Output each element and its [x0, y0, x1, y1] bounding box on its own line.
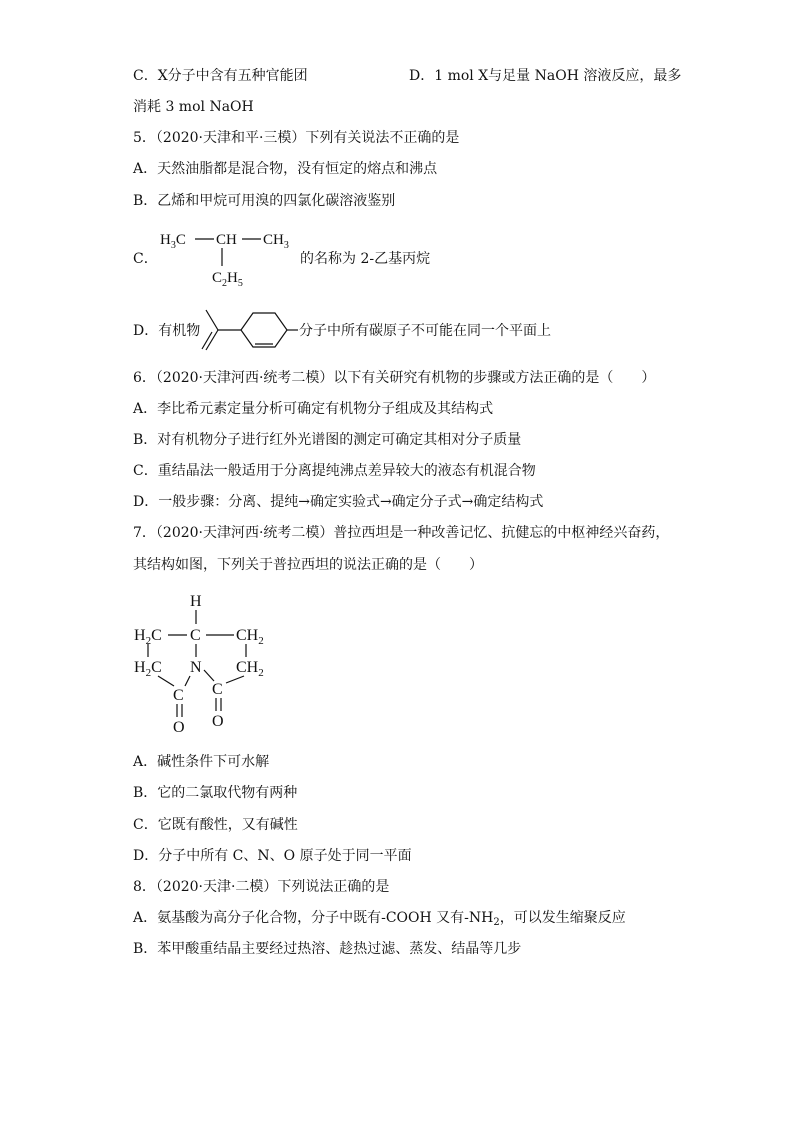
ch2-topleft-label: $H_2C$ [134, 627, 162, 647]
methyl-double-bond [202, 332, 212, 349]
bond-n-cright [204, 670, 214, 681]
q4-option-d-continued: 消耗 3 mol NaOH [133, 99, 254, 115]
q6-option-c: C．重结晶法一般适用于分离提纯沸点差异较大的液态有机混合物 [133, 463, 536, 479]
q5-option-d-suffix: 分子中所有碳原子不可能在同一个平面上 [299, 323, 551, 339]
ch2-right-label: $CH_2$ [236, 659, 264, 679]
q8-option-a-tail: ，可以发生缩聚反应 [499, 910, 626, 926]
q7-stem-line2: 其结构如图，下列关于普拉西坦的说法正确的是（ ） [133, 557, 483, 573]
q5-option-d-structure [198, 305, 300, 357]
q8-option-a-subscript: 2 [493, 917, 500, 928]
q8-stem: 8．（2020·天津·二模）下列说法正确的是 [133, 879, 390, 895]
c-right-label: C [212, 681, 223, 698]
o-left-label: O [173, 719, 185, 736]
h3c-label: $H_3C$ [160, 232, 186, 251]
q5-option-c-prefix: C． [133, 251, 158, 267]
h-top-label: H [190, 593, 202, 610]
n-label: N [190, 659, 202, 676]
ch-label: CH [216, 232, 237, 248]
ch2-topright-label: $CH_2$ [236, 627, 264, 647]
q8-option-b: B．苯甲酸重结晶主要经过热溶、趁热过滤、蒸发、结晶等几步 [133, 941, 522, 957]
c-left-label: C [173, 687, 184, 704]
ch3-label: $CH_3$ [263, 232, 289, 251]
c-center-label: C [190, 627, 201, 644]
q8-option-a-main: A．氨基酸为高分子化合物，分子中既有-COOH 又有-NH [133, 910, 494, 926]
vinyl-bond [206, 310, 218, 330]
q6-option-a: A．李比希元素定量分析可确定有机物分子组成及其结构式 [133, 401, 494, 417]
q4-option-d: D．1 mol X与足量 NaOH 溶液反应，最多 [409, 68, 682, 84]
q5-option-c-structure [150, 224, 300, 290]
q6-option-d: D．一般步骤：分离、提纯→确定实验式→确定分子式→确定结构式 [133, 494, 544, 510]
q6-stem: 6．（2020·天津河西·统考二模）以下有关研究有机物的步骤或方法正确的是（ ） [133, 370, 656, 386]
q7-option-b: B．它的二氯取代物有两种 [133, 785, 298, 801]
q8-option-a [133, 909, 626, 932]
q5-option-d-prefix: D．有机物 [133, 323, 201, 339]
q7-option-c: C．它既有酸性，又有碱性 [133, 817, 298, 833]
c2h5-label: $C_2H_5$ [212, 270, 243, 289]
q5-option-a: A．天然油脂都是混合物，没有恒定的熔点和沸点 [133, 161, 438, 177]
q7-stem-line1: 7．（2020·天津河西·统考二模）普拉西坦是一种改善记忆、抗健忘的中枢神经兴奋药， [133, 525, 670, 541]
q7-option-a: A．碱性条件下可水解 [133, 754, 270, 770]
bond-ch2-cright [226, 676, 244, 683]
q6-option-b: B．对有机物分子进行红外光谱图的测定可确定其相对分子质量 [133, 432, 522, 448]
piracetam-structure [130, 588, 290, 738]
q7-option-d: D．分子中所有 C、N、O 原子处于同一平面 [133, 848, 412, 864]
ch2-left-label: $H_2C$ [134, 659, 162, 679]
q5-stem: 5．（2020·天津和平·三模）下列有关说法不正确的是 [133, 130, 460, 146]
bond-n-cleft [185, 676, 190, 686]
bond-ch2-cleft [158, 676, 174, 686]
o-right-label: O [212, 713, 224, 730]
q5-option-c-suffix: 的名称为 2-乙基丙烷 [300, 251, 431, 267]
q5-option-b: B．乙烯和甲烷可用溴的四氯化碳溶液鉴别 [133, 193, 396, 209]
q4-option-c: C．X分子中含有五种官能团 [133, 68, 308, 84]
cyclohexene-ring [241, 313, 287, 347]
